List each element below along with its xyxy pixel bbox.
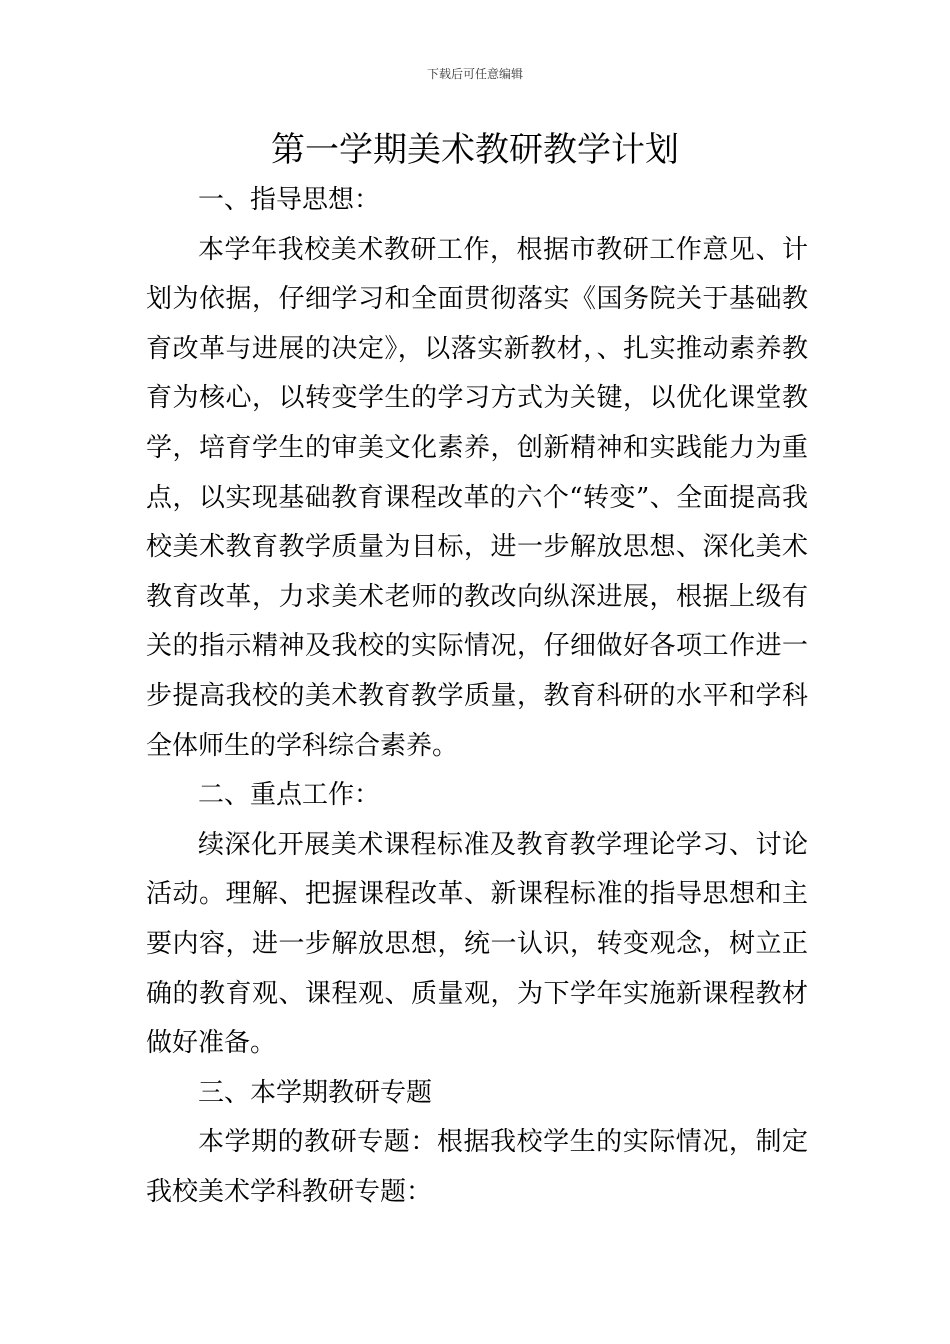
section-heading-key-work: 二、重点工作： xyxy=(198,780,381,811)
section-heading-guiding-ideology: 一、指导思想： xyxy=(198,185,381,215)
document-title: 第一学期美术教研教学计划 xyxy=(271,130,679,170)
section-paragraph-guiding-ideology: 本学年我校美术教研工作，根据市教研工作意见、计划为依据，仔细学习和全面贯彻落实《国务院关于基础教育改革与进展的决定》，以落实新教材，、扎实推动素养教育为核心，以转变学生的学习方式为关键，以优化课堂教学，培育学生的审美文化素养，创新精神和实践能力为重点，以实现基础教育课程改革的六个“转变”、全面提高我校美术教育教学质量为目标，进一步解放思想、深化美术教育改革，力求美术老师的教改向纵深进展，根据上级有关的指示精神及我校的实际情况，仔细做好各项工作进一步提高我校的美术教育教学质量，教育科研的水平和学科全体师生的学科综合素养。 xyxy=(146,234,808,761)
section-paragraph-research-topic: 本学期的教研专题：根据我校学生的实际情况，制定我校美术学科教研专题： xyxy=(146,1127,808,1207)
document-body xyxy=(146,176,808,1217)
section-heading-research-topic: 三、本学期教研专题 xyxy=(198,1077,433,1108)
section-paragraph-key-work: 续深化开展美术课程标准及教育教学理论学习、讨论活动。理解、把握课程改革、新课程标准的指导思想和主要内容，进一步解放思想，统一认识，转变观念，树立正确的教育观、课程观、质量观，为下学年实施新课程教材做好准备。 xyxy=(146,829,808,1059)
header-note: 下载后可任意编辑 xyxy=(426,67,523,81)
